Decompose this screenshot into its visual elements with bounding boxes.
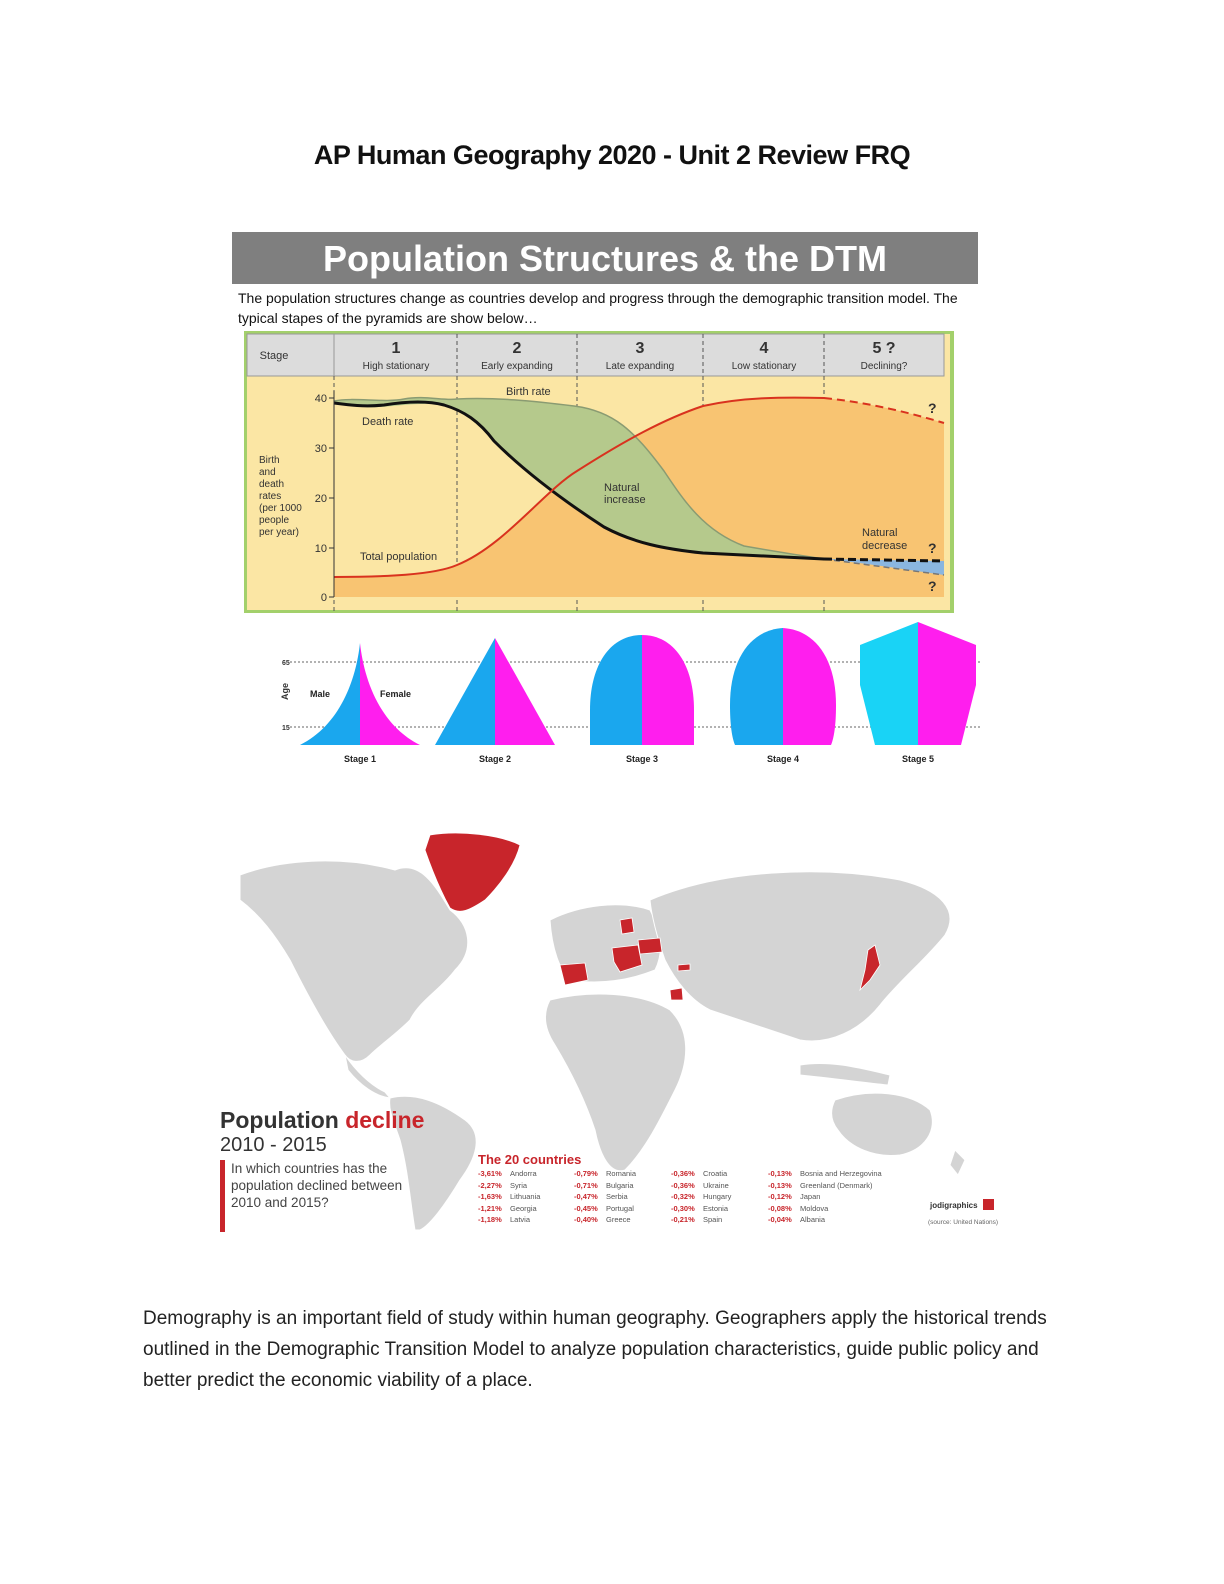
- brand-label: jodigraphics: [930, 1201, 978, 1210]
- country-name: Georgia: [510, 1203, 537, 1213]
- question-mark: ?: [928, 578, 937, 594]
- country-name: Japan: [800, 1192, 821, 1201]
- stage-name: Declining?: [860, 361, 908, 372]
- georgia-highlight: [678, 964, 690, 971]
- decline-title-b: decline: [345, 1107, 425, 1133]
- ylabel-line: and: [259, 467, 276, 478]
- africa: [545, 994, 685, 1171]
- ukraine-highlight: [638, 938, 662, 954]
- country-pct: -0,12%: [768, 1192, 792, 1201]
- ylabel-line: death: [259, 479, 285, 490]
- country-pct: -0,79%: [574, 1169, 598, 1178]
- country-name: Andorra: [510, 1169, 537, 1178]
- country-name: Syria: [510, 1180, 528, 1190]
- country-pct: -0,13%: [768, 1180, 792, 1190]
- country-pct: -0,08%: [768, 1203, 792, 1213]
- country-name: Bosnia and Herzegovina: [800, 1169, 882, 1178]
- asia: [650, 872, 950, 1041]
- country-name: Portugal: [606, 1203, 634, 1213]
- birth-rate-label: Birth rate: [506, 386, 551, 398]
- country-name: Moldova: [800, 1203, 829, 1213]
- country-item: [671, 1181, 729, 1190]
- natural-decrease-label: Natural: [862, 527, 898, 539]
- stage-label: Stage 5: [901, 754, 935, 764]
- country-name: Serbia: [606, 1192, 628, 1201]
- country-item: [768, 1204, 828, 1213]
- country-name: Ukraine: [703, 1180, 729, 1190]
- country-pct: -0,32%: [671, 1192, 695, 1201]
- age-tick: 15: [282, 725, 290, 732]
- ylabel-line: per year): [259, 527, 300, 538]
- country-name: Albania: [800, 1215, 826, 1224]
- country-pct: -3,61%: [478, 1169, 502, 1178]
- dtm-header: [247, 334, 944, 376]
- pyramid-stage2-female: [495, 638, 555, 745]
- brand-logo-icon: [983, 1199, 994, 1210]
- age-tick: 65: [282, 660, 290, 667]
- country-pct: -0,36%: [671, 1180, 695, 1190]
- country-item: [574, 1181, 634, 1190]
- country-item: [574, 1215, 631, 1224]
- country-name: Latvia: [510, 1215, 531, 1224]
- country-item: [671, 1215, 722, 1224]
- country-pct: -0,45%: [574, 1203, 598, 1213]
- country-pct: -0,47%: [574, 1192, 598, 1201]
- body-paragraph: Demography is an important field of study within human geography. Geographers apply the historical trends outlined in the Demographic Transition Model to analyze population characteristics, guide public policy and better predict the economic viability of a place.: [143, 1308, 1047, 1391]
- pyramid-stage4-female: [783, 628, 836, 745]
- stage-name: Low stationary: [731, 361, 797, 372]
- pyramid-stage5-male: [860, 622, 918, 745]
- country-pct: -0,13%: [768, 1169, 792, 1178]
- pyramid-stage2-male: [435, 638, 495, 745]
- country-name: Estonia: [703, 1203, 729, 1213]
- country-pct: -1,63%: [478, 1192, 502, 1201]
- syria-highlight: [670, 988, 683, 1000]
- country-item: [671, 1169, 727, 1178]
- ytick: 20: [314, 493, 327, 505]
- stage-number: 5 ?: [872, 340, 896, 357]
- female-label: Female: [380, 689, 412, 699]
- death-rate-label: Death rate: [362, 416, 414, 428]
- country-pct: -0,36%: [671, 1169, 695, 1178]
- country-name: Spain: [703, 1215, 723, 1224]
- question-mark: ?: [928, 540, 937, 556]
- decline-accent-bar: [220, 1160, 225, 1232]
- country-item: [574, 1204, 634, 1213]
- natural-decrease-label: decrease: [862, 540, 908, 552]
- dtm-chart: [244, 331, 954, 613]
- country-name: Greece: [606, 1215, 631, 1224]
- country-item: [574, 1169, 636, 1178]
- ylabel-line: Birth: [259, 455, 280, 466]
- stage-number: 2: [512, 340, 522, 357]
- natural-increase-label: Natural: [604, 482, 640, 494]
- country-pct: -0,30%: [671, 1203, 695, 1213]
- north-america: [240, 861, 468, 1061]
- natural-increase-label: increase: [604, 494, 646, 506]
- population-pyramids: [280, 620, 980, 770]
- country-name: Romania: [606, 1169, 637, 1178]
- country-item: [768, 1215, 825, 1224]
- intro-text: The population structures change as countries develop and progress through the demographic transition model. The typical stapes of the pyramids are show below…: [238, 290, 958, 326]
- decline-years: 2010 - 2015: [220, 1134, 327, 1156]
- country-pct: -0,71%: [574, 1180, 598, 1190]
- total-population-label: Total population: [360, 551, 438, 563]
- new-zealand: [950, 1150, 965, 1175]
- country-item: [671, 1192, 731, 1201]
- country-item: [671, 1204, 728, 1213]
- countries-title: The 20 countries: [478, 1152, 582, 1167]
- decline-question: In which countries has the population declined between 2010 and 2015?: [231, 1161, 403, 1210]
- page-title: AP Human Geography 2020 - Unit 2 Review FRQ: [313, 140, 911, 170]
- australia: [832, 1093, 933, 1155]
- country-pct: -1,18%: [478, 1215, 502, 1224]
- country-item: [768, 1181, 873, 1190]
- stage-label: Stage 3: [625, 754, 659, 764]
- country-pct: -0,04%: [768, 1215, 792, 1224]
- country-name: Croatia: [703, 1169, 728, 1178]
- decline-title: [220, 1107, 424, 1134]
- country-pct: -1,21%: [478, 1203, 502, 1213]
- stage-header: Stage: [259, 350, 289, 362]
- country-pct: -2,27%: [478, 1180, 502, 1190]
- baltics-highlight: [620, 918, 634, 934]
- central-america: [345, 1055, 390, 1098]
- ytick: 40: [314, 393, 327, 405]
- country-item: [768, 1192, 820, 1201]
- country-item: [478, 1169, 537, 1178]
- stage-number: 1: [391, 340, 401, 357]
- countries-list: [478, 1169, 908, 1229]
- stage-label: Stage 1: [343, 754, 377, 764]
- country-item: [574, 1192, 628, 1201]
- country-item: [478, 1192, 540, 1201]
- country-item: [768, 1169, 882, 1178]
- ylabel-line: people: [259, 515, 290, 526]
- stage-name: High stationary: [362, 361, 430, 372]
- ylabel-line: rates: [259, 491, 282, 502]
- pyramid-stage3-male: [590, 635, 642, 745]
- stage-name: Late expanding: [605, 361, 675, 372]
- pyramid-stage3-female: [642, 635, 694, 745]
- stage-number: 3: [635, 340, 645, 357]
- source-label: (source: United Nations): [928, 1219, 999, 1226]
- stage-label: Stage 4: [766, 754, 800, 764]
- decline-title-a: Population: [220, 1107, 339, 1133]
- ytick: 10: [314, 543, 327, 555]
- section-banner: Population Structures & the DTM: [232, 232, 978, 284]
- ytick: 0: [320, 592, 327, 604]
- country-item: [478, 1181, 527, 1190]
- country-name: Greenland (Denmark): [800, 1180, 873, 1190]
- country-name: Hungary: [703, 1192, 732, 1201]
- age-label: Age: [280, 682, 290, 700]
- pyramid-stage4-male: [730, 628, 783, 745]
- country-name: Bulgaria: [606, 1180, 634, 1190]
- question-mark: ?: [928, 400, 937, 416]
- country-pct: -0,21%: [671, 1215, 695, 1224]
- country-name: Lithuania: [510, 1192, 541, 1201]
- stage-name: Early expanding: [481, 361, 553, 372]
- country-item: [478, 1215, 530, 1224]
- stage-number: 4: [759, 340, 769, 357]
- male-label: Male: [310, 689, 331, 699]
- country-item: [478, 1204, 537, 1213]
- indonesia: [800, 1063, 890, 1085]
- stage-label: Stage 2: [478, 754, 512, 764]
- ytick: 30: [314, 443, 327, 455]
- country-pct: -0,40%: [574, 1215, 598, 1224]
- ylabel-line: (per 1000: [259, 503, 302, 514]
